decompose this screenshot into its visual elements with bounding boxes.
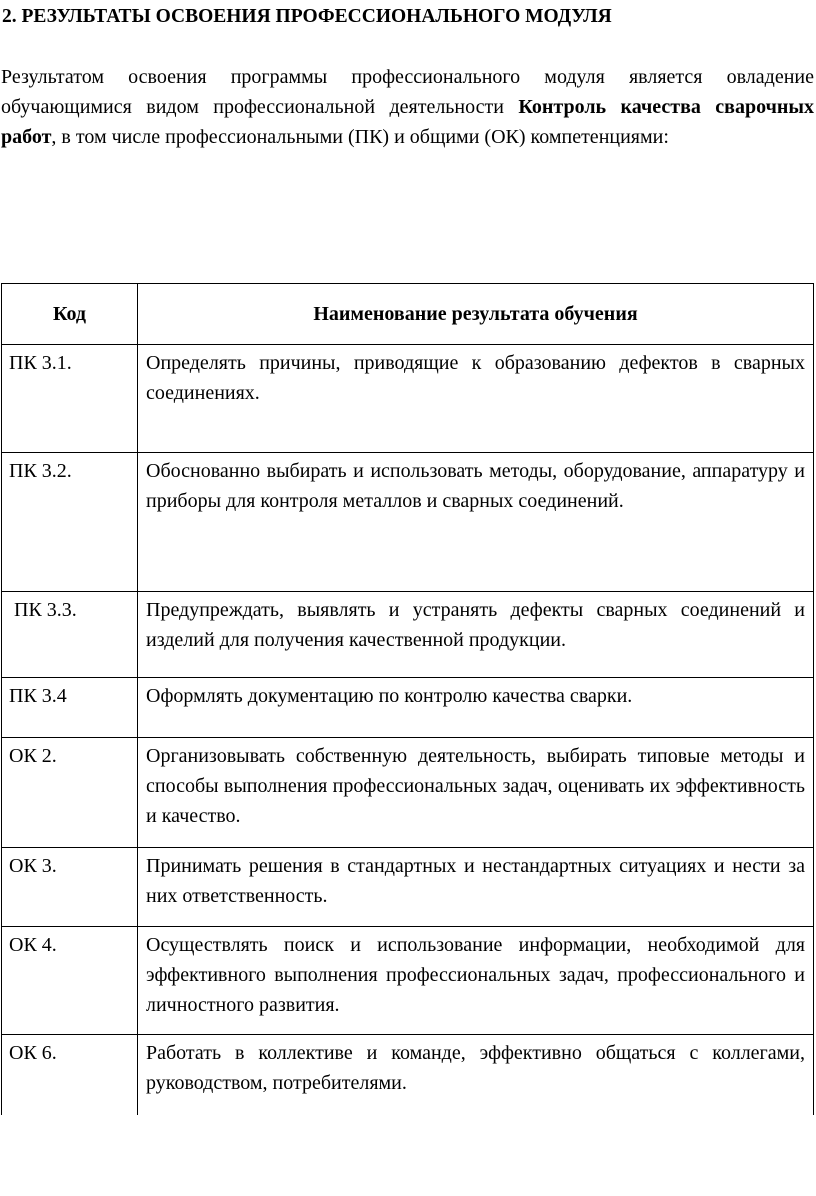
intro-activity-name: Контроль качества сварочных работ bbox=[1, 96, 814, 148]
section-heading: 2. РЕЗУЛЬТАТЫ ОСВОЕНИЯ ПРОФЕССИОНАЛЬНОГО МОДУЛЯ bbox=[2, 6, 612, 27]
table-row bbox=[2, 345, 814, 453]
competence-description: Организовывать собственную деятельность, выбирать типовые методы и способы выполнения профессиональных задач, оценивать их эффективность и качество. bbox=[138, 738, 814, 848]
competence-description: Принимать решения в стандартных и нестандартных ситуациях и нести за них ответственность. bbox=[138, 848, 814, 927]
competence-code: ОК 4. bbox=[2, 927, 138, 1035]
intro-text-start: Результатом освоения программы профессионального модуля является овладение обучающимися видом профессиональной деятельности bbox=[1, 66, 814, 118]
competence-code: ПК 3.4 bbox=[2, 678, 138, 738]
intro-paragraph bbox=[1, 62, 814, 152]
table-row bbox=[2, 678, 814, 738]
learning-results-table bbox=[1, 283, 814, 1115]
competence-description: Предупреждать, выявлять и устранять дефекты сварных соединений и изделий для получения качественной продукции. bbox=[138, 592, 814, 678]
intro-text-end: , в том числе профессиональными (ПК) и общими (ОК) компетенциями: bbox=[51, 126, 669, 148]
table-row bbox=[2, 738, 814, 848]
table-row bbox=[2, 848, 814, 927]
table-row bbox=[2, 1035, 814, 1116]
competence-description: Оформлять документацию по контролю качества сварки. bbox=[138, 678, 814, 738]
competence-code: ПК 3.1. bbox=[2, 345, 138, 453]
competence-description: Работать в коллективе и команде, эффективно общаться с коллегами, руководством, потребителями. bbox=[138, 1035, 814, 1116]
column-header-code: Код bbox=[2, 284, 138, 345]
column-header-name: Наименование результата обучения bbox=[138, 284, 814, 345]
competence-code: ОК 6. bbox=[2, 1035, 138, 1116]
competence-code: ПК 3.3. bbox=[2, 592, 138, 678]
competence-description: Обоснованно выбирать и использовать методы, оборудование, аппаратуру и приборы для контроля металлов и сварных соединений. bbox=[138, 453, 814, 592]
table-row bbox=[2, 927, 814, 1035]
competence-description: Осуществлять поиск и использование информации, необходимой для эффективного выполнения профессиональных задач, профессионального и личностного развития. bbox=[138, 927, 814, 1035]
competence-code: ПК 3.2. bbox=[2, 453, 138, 592]
competence-code: ОК 2. bbox=[2, 738, 138, 848]
table-row bbox=[2, 592, 814, 678]
table-header-row bbox=[2, 284, 814, 345]
competence-description: Определять причины, приводящие к образованию дефектов в сварных соединениях. bbox=[138, 345, 814, 453]
table-row bbox=[2, 453, 814, 592]
competence-code: ОК 3. bbox=[2, 848, 138, 927]
